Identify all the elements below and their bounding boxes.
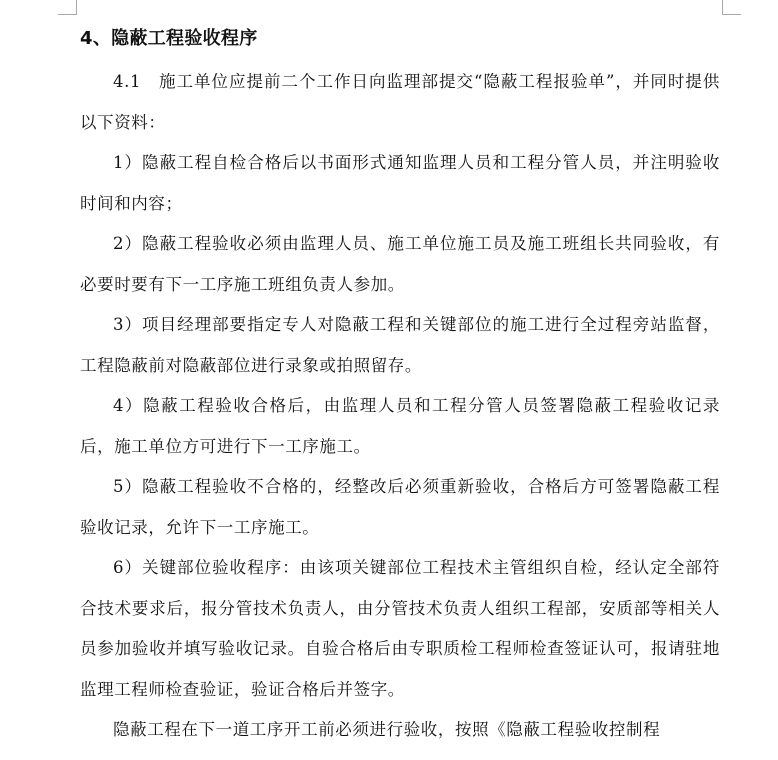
- document-body: [80, 20, 720, 751]
- paragraph-item-6: 6）关键部位验收程序：由该项关键部位工程技术主管组织自检，经认定全部符合技术要求后，报分管技术负责人，由分管技术负责人组织工程部，安质部等相关人员参加验收并填写验收记录。自验合格后由专职质检工程师检查签证认可，报请驻地监理工程师检查验证，验证合格后并签字。: [80, 558, 720, 699]
- section-heading: 4、隐蔽工程验收程序: [80, 28, 258, 49]
- paragraph-closing: 隐蔽工程在下一道工序开工前必须进行验收，按照《隐蔽工程验收控制程: [113, 720, 661, 739]
- paragraph-item-3: 3）项目经理部要指定专人对隐蔽工程和关键部位的施工进行全过程旁站监督，工程隐蔽前对隐蔽部位进行录象或拍照留存。: [80, 315, 720, 375]
- paragraph-item-4: 4）隐蔽工程验收合格后，由监理人员和工程分管人员签署隐蔽工程验收记录后，施工单位方可进行下一工序施工。: [80, 396, 720, 456]
- paragraph-item-2: 2）隐蔽工程验收必须由监理人员、施工单位施工员及施工班组长共同验收，有必要时要有下一工序施工班组负责人参加。: [80, 234, 720, 294]
- crop-mark-top-right: [722, 0, 741, 15]
- crop-mark-top-left: [58, 0, 77, 15]
- paragraph-item-1: 1）隐蔽工程自检合格后以书面形式通知监理人员和工程分管人员，并注明验收时间和内容；: [80, 153, 720, 213]
- paragraph-4-1: 4.1 施工单位应提前二个工作日向监理部提交“隐蔽工程报验单”，并同时提供以下资料：: [80, 72, 720, 132]
- paragraph-item-5: 5）隐蔽工程验收不合格的，经整改后必须重新验收，合格后方可签署隐蔽工程验收记录，允许下一工序施工。: [80, 477, 720, 537]
